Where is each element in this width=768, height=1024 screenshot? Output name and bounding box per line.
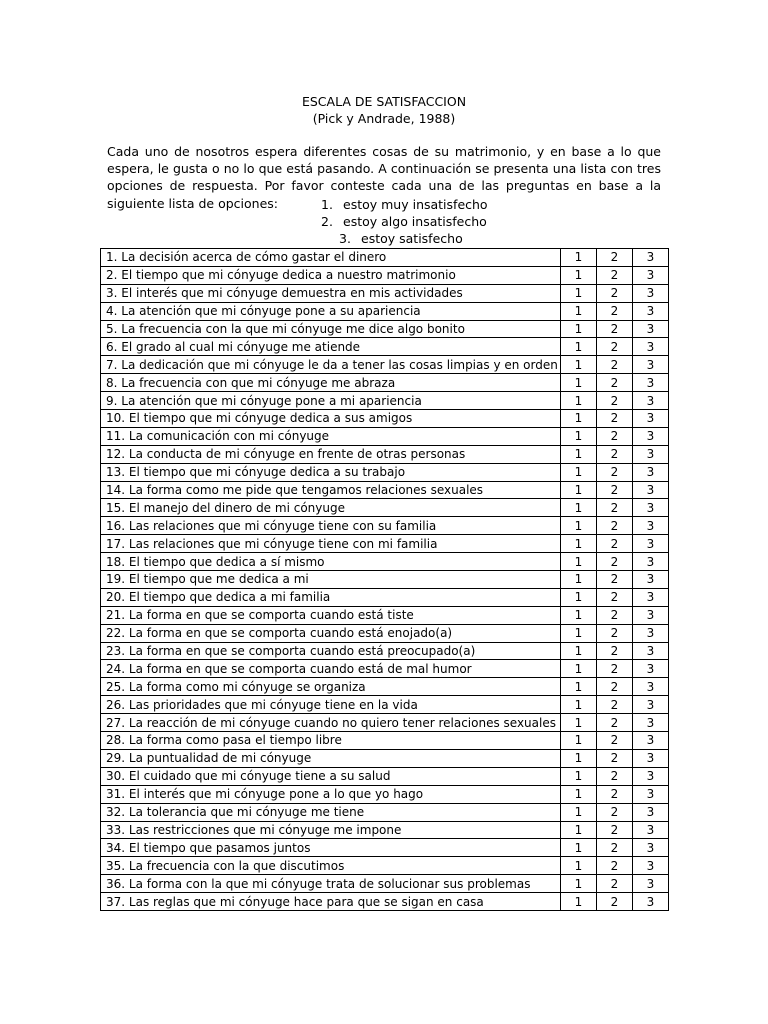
question-cell: 5. La frecuencia con la que mi cónyuge me dice algo bonito [101,320,561,338]
rating-option-2[interactable]: 2 [597,535,633,553]
table-row [101,427,669,445]
rating-option-1[interactable]: 1 [561,517,597,535]
table-row [101,499,669,517]
rating-option-3[interactable]: 3 [633,660,669,678]
rating-option-1[interactable]: 1 [561,660,597,678]
question-cell: 17. Las relaciones que mi cónyuge tiene con mi familia [101,535,561,553]
option-item [339,230,463,247]
rating-option-1[interactable]: 1 [561,445,597,463]
question-cell: 2. El tiempo que mi cónyuge dedica a nuestro matrimonio [101,266,561,284]
rating-option-2[interactable]: 2 [597,678,633,696]
question-cell: 6. El grado al cual mi cónyuge me atiende [101,338,561,356]
table-row [101,660,669,678]
question-cell: 16. Las relaciones que mi cónyuge tiene con su familia [101,517,561,535]
rating-option-2[interactable]: 2 [597,481,633,499]
table-row [101,535,669,553]
option-label: estoy satisfecho [361,231,463,246]
rating-option-1[interactable]: 1 [561,767,597,785]
table-row [101,893,669,911]
question-cell: 8. La frecuencia con que mi cónyuge me abraza [101,374,561,392]
question-cell: 20. El tiempo que dedica a mi familia [101,588,561,606]
rating-option-3[interactable]: 3 [633,463,669,481]
rating-option-1[interactable]: 1 [561,803,597,821]
satisfaction-table [100,248,669,911]
option-number: 3. [339,231,351,246]
rating-option-2[interactable]: 2 [597,427,633,445]
question-cell: 23. La forma en que se comporta cuando está preocupado(a) [101,642,561,660]
question-cell: 22. La forma en que se comporta cuando está enojado(a) [101,624,561,642]
rating-option-2[interactable]: 2 [597,463,633,481]
rating-option-2[interactable]: 2 [597,714,633,732]
rating-option-1[interactable]: 1 [561,356,597,374]
rating-option-2[interactable]: 2 [597,821,633,839]
table-row [101,803,669,821]
rating-option-3[interactable]: 3 [633,338,669,356]
table-row [101,821,669,839]
rating-option-3[interactable]: 3 [633,445,669,463]
question-cell: 3. El interés que mi cónyuge demuestra en mis actividades [101,284,561,302]
table-row [101,392,669,410]
rating-option-2[interactable]: 2 [597,445,633,463]
rating-option-3[interactable]: 3 [633,427,669,445]
rating-option-3[interactable]: 3 [633,714,669,732]
question-cell: 4. La atención que mi cónyuge pone a su apariencia [101,302,561,320]
rating-option-3[interactable]: 3 [633,624,669,642]
rating-option-3[interactable]: 3 [633,249,669,267]
rating-option-1[interactable]: 1 [561,714,597,732]
question-cell: 21. La forma en que se comporta cuando está tiste [101,606,561,624]
table-row [101,517,669,535]
rating-option-2[interactable]: 2 [597,284,633,302]
rating-option-3[interactable]: 3 [633,374,669,392]
document-subtitle: (Pick y Andrade, 1988) [312,111,456,126]
rating-option-3[interactable]: 3 [633,821,669,839]
question-cell: 10. El tiempo que mi cónyuge dedica a sus amigos [101,410,561,428]
rating-option-3[interactable]: 3 [633,749,669,767]
rating-option-2[interactable]: 2 [597,875,633,893]
rating-option-3[interactable]: 3 [633,499,669,517]
question-cell: 14. La forma como me pide que tengamos relaciones sexuales [101,481,561,499]
table-row [101,356,669,374]
rating-option-2[interactable]: 2 [597,320,633,338]
rating-option-3[interactable]: 3 [633,284,669,302]
rating-option-1[interactable]: 1 [561,624,597,642]
rating-option-2[interactable]: 2 [597,553,633,571]
rating-option-1[interactable]: 1 [561,338,597,356]
rating-option-3[interactable]: 3 [633,642,669,660]
rating-option-2[interactable]: 2 [597,356,633,374]
rating-option-1[interactable]: 1 [561,284,597,302]
rating-option-1[interactable]: 1 [561,893,597,911]
rating-option-1[interactable]: 1 [561,410,597,428]
rating-option-1[interactable]: 1 [561,266,597,284]
rating-option-2[interactable]: 2 [597,660,633,678]
rating-option-3[interactable]: 3 [633,696,669,714]
rating-option-3[interactable]: 3 [633,392,669,410]
rating-option-1[interactable]: 1 [561,678,597,696]
table-row [101,571,669,589]
rating-option-2[interactable]: 2 [597,857,633,875]
rating-option-3[interactable]: 3 [633,535,669,553]
rating-option-2[interactable]: 2 [597,606,633,624]
question-cell: 24. La forma en que se comporta cuando está de mal humor [101,660,561,678]
rating-option-2[interactable]: 2 [597,499,633,517]
question-cell: 27. La reacción de mi cónyuge cuando no quiero tener relaciones sexuales [101,714,561,732]
rating-option-1[interactable]: 1 [561,588,597,606]
rating-option-2[interactable]: 2 [597,767,633,785]
rating-option-2[interactable]: 2 [597,785,633,803]
rating-option-3[interactable]: 3 [633,302,669,320]
rating-option-1[interactable]: 1 [561,535,597,553]
rating-option-3[interactable]: 3 [633,857,669,875]
rating-option-1[interactable]: 1 [561,249,597,267]
table-row [101,732,669,750]
question-cell: 25. La forma como mi cónyuge se organiza [101,678,561,696]
table-row [101,338,669,356]
rating-option-2[interactable]: 2 [597,839,633,857]
option-number: 1. [321,197,333,212]
rating-option-3[interactable]: 3 [633,266,669,284]
rating-option-2[interactable]: 2 [597,696,633,714]
option-item [321,196,488,213]
rating-option-1[interactable]: 1 [561,374,597,392]
table-row [101,749,669,767]
rating-option-1[interactable]: 1 [561,463,597,481]
rating-option-1[interactable]: 1 [561,571,597,589]
question-cell: 34. El tiempo que pasamos juntos [101,839,561,857]
rating-option-2[interactable]: 2 [597,517,633,535]
rating-option-1[interactable]: 1 [561,320,597,338]
rating-option-3[interactable]: 3 [633,553,669,571]
rating-option-1[interactable]: 1 [561,696,597,714]
table-row [101,374,669,392]
rating-option-2[interactable]: 2 [597,392,633,410]
rating-option-3[interactable]: 3 [633,481,669,499]
rating-option-2[interactable]: 2 [597,749,633,767]
option-label: estoy algo insatisfecho [343,214,487,229]
table-row [101,320,669,338]
rating-option-3[interactable]: 3 [633,893,669,911]
option-item [321,213,487,230]
table-row [101,642,669,660]
rating-option-3[interactable]: 3 [633,320,669,338]
question-cell: 33. Las restricciones que mi cónyuge me impone [101,821,561,839]
rating-option-2[interactable]: 2 [597,249,633,267]
question-cell: 35. La frecuencia con la que discutimos [101,857,561,875]
table-row [101,839,669,857]
rating-option-1[interactable]: 1 [561,839,597,857]
table-row [101,696,669,714]
intro-paragraph: Cada uno de nosotros espera diferentes cosas de su matrimonio, y en base a lo que espera, le gusta o no lo que está pasando. A continuación se presenta una lista con tres opciones de respuesta. Por favor conteste cada una de las preguntas en base a la siguiente lista de opciones: [107,144,661,211]
rating-option-3[interactable]: 3 [633,803,669,821]
rating-option-2[interactable]: 2 [597,893,633,911]
question-cell: 31. El interés que mi cónyuge pone a lo que yo hago [101,785,561,803]
question-cell: 12. La conducta de mi cónyuge en frente de otras personas [101,445,561,463]
table-row [101,767,669,785]
rating-option-1[interactable]: 1 [561,553,597,571]
table-row [101,678,669,696]
table-row [101,857,669,875]
table-row [101,588,669,606]
question-cell: 9. La atención que mi cónyuge pone a mi apariencia [101,392,561,410]
rating-option-1[interactable]: 1 [561,481,597,499]
rating-option-2[interactable]: 2 [597,571,633,589]
rating-option-2[interactable]: 2 [597,338,633,356]
rating-option-3[interactable]: 3 [633,606,669,624]
table-row [101,249,669,267]
question-cell: 28. La forma como pasa el tiempo libre [101,732,561,750]
question-cell: 13. El tiempo que mi cónyuge dedica a su trabajo [101,463,561,481]
rating-option-1[interactable]: 1 [561,785,597,803]
rating-option-2[interactable]: 2 [597,266,633,284]
question-cell: 30. El cuidado que mi cónyuge tiene a su salud [101,767,561,785]
rating-option-3[interactable]: 3 [633,732,669,750]
rating-option-2[interactable]: 2 [597,374,633,392]
rating-option-2[interactable]: 2 [597,410,633,428]
rating-option-1[interactable]: 1 [561,392,597,410]
table-row [101,553,669,571]
table-row [101,714,669,732]
question-cell: 26. Las prioridades que mi cónyuge tiene en la vida [101,696,561,714]
table-row [101,410,669,428]
document-title: ESCALA DE SATISFACCION [301,94,467,109]
table-row [101,785,669,803]
rating-option-1[interactable]: 1 [561,499,597,517]
rating-option-2[interactable]: 2 [597,588,633,606]
rating-option-2[interactable]: 2 [597,803,633,821]
rating-option-1[interactable]: 1 [561,732,597,750]
rating-option-3[interactable]: 3 [633,588,669,606]
rating-option-2[interactable]: 2 [597,732,633,750]
rating-option-1[interactable]: 1 [561,821,597,839]
question-cell: 1. La decisión acerca de cómo gastar el dinero [101,249,561,267]
rating-option-1[interactable]: 1 [561,875,597,893]
rating-option-3[interactable]: 3 [633,678,669,696]
option-label: estoy muy insatisfecho [343,197,488,212]
table-row [101,606,669,624]
option-number: 2. [321,214,333,229]
rating-option-2[interactable]: 2 [597,302,633,320]
question-cell: 15. El manejo del dinero de mi cónyuge [101,499,561,517]
table-row [101,302,669,320]
rating-option-1[interactable]: 1 [561,642,597,660]
question-cell: 11. La comunicación con mi cónyuge [101,427,561,445]
rating-option-3[interactable]: 3 [633,571,669,589]
rating-option-1[interactable]: 1 [561,427,597,445]
rating-option-2[interactable]: 2 [597,642,633,660]
question-cell: 32. La tolerancia que mi cónyuge me tiene [101,803,561,821]
rating-option-3[interactable]: 3 [633,785,669,803]
table-row [101,875,669,893]
rating-option-3[interactable]: 3 [633,875,669,893]
table-row [101,445,669,463]
rating-option-1[interactable]: 1 [561,302,597,320]
table-row [101,463,669,481]
table-row [101,266,669,284]
rating-option-1[interactable]: 1 [561,749,597,767]
rating-option-1[interactable]: 1 [561,857,597,875]
question-cell: 29. La puntualidad de mi cónyuge [101,749,561,767]
rating-option-2[interactable]: 2 [597,624,633,642]
question-cell: 7. La dedicación que mi cónyuge le da a tener las cosas limpias y en orden [101,356,561,374]
question-cell: 37. Las reglas que mi cónyuge hace para que se sigan en casa [101,893,561,911]
rating-option-3[interactable]: 3 [633,517,669,535]
rating-option-1[interactable]: 1 [561,606,597,624]
question-cell: 18. El tiempo que dedica a sí mismo [101,553,561,571]
table-row [101,624,669,642]
table-row [101,284,669,302]
rating-option-3[interactable]: 3 [633,767,669,785]
question-cell: 19. El tiempo que me dedica a mi [101,571,561,589]
rating-option-3[interactable]: 3 [633,356,669,374]
rating-option-3[interactable]: 3 [633,410,669,428]
rating-option-3[interactable]: 3 [633,839,669,857]
question-cell: 36. La forma con la que mi cónyuge trata de solucionar sus problemas [101,875,561,893]
table-row [101,481,669,499]
